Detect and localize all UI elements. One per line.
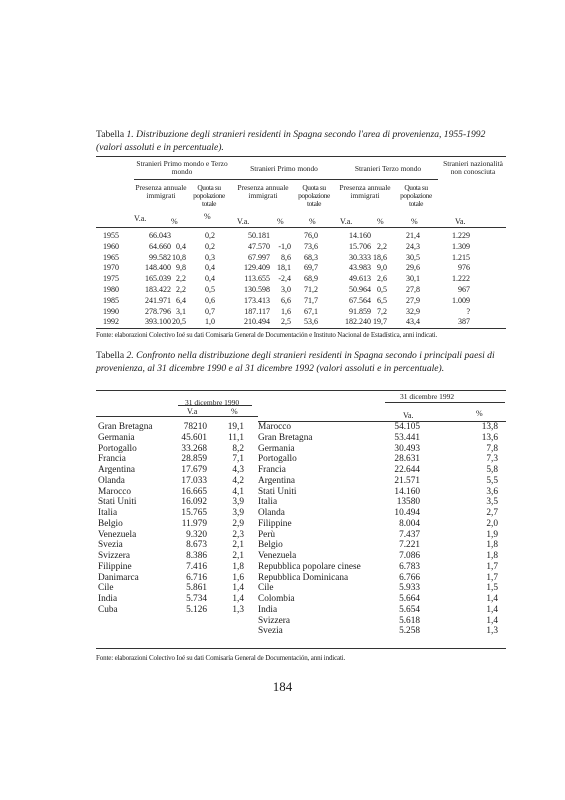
t2-left-value: 5.861: [186, 583, 207, 594]
t2-right-value: 6.766: [399, 572, 420, 583]
table1-caption-text: Distribuzione degli stranieri residenti in Spagna secondo l'area di provenienza, 1955-1992 (valori assoluti e in percentuale).: [96, 129, 486, 153]
t2-left-value: 28.859: [181, 454, 207, 465]
t2-left-percent: 2,9: [232, 518, 244, 529]
t2-right-percent: 3,6: [486, 486, 498, 497]
table2-source: Fonte: elaborazioni Colectivo Ioé su dati Comisaría General de Documentación, anni indicati.: [96, 654, 346, 662]
t1-unit-7: V.a.: [340, 217, 353, 226]
t1-row-cell: 30.333: [349, 252, 371, 262]
t1-group-header-primo: Stranieri Primo mondo: [250, 164, 318, 173]
t2-left-unit-pct: %: [231, 407, 238, 416]
t2-right-percent: 1,4: [486, 615, 498, 626]
t2-right-country: Venezuela: [258, 551, 297, 561]
table1-top-rule: [96, 156, 506, 157]
table1-group-rule: [134, 179, 438, 180]
table1-caption-label: Tabella: [96, 129, 127, 140]
t2-left-value: 8.386: [186, 551, 207, 561]
t2-right-percent: 1,7: [486, 561, 498, 572]
t1-row-cell: 18,6: [373, 252, 387, 262]
t1-row-cell: 0,2: [205, 241, 215, 251]
t1-unit-6: %: [309, 217, 316, 226]
t1-row-cell: 182.240: [345, 317, 371, 327]
t1-row-cell: 0,4: [176, 241, 186, 251]
t2-left-percent: 11,1: [228, 432, 244, 443]
t1-row-cell: 0,4: [205, 263, 215, 273]
t1-row-cell: 8,6: [281, 252, 291, 262]
t1-row-cell: 0,5: [377, 285, 387, 294]
t1-row-cell: 68,9: [304, 274, 318, 284]
t2-right-percent: 1,4: [486, 604, 498, 615]
t1-row-year: 1955: [103, 231, 119, 240]
t2-left-country: Cuba: [98, 604, 118, 615]
t2-left-percent: 19,1: [227, 422, 244, 432]
t1-row-cell: 50.964: [349, 285, 371, 294]
t2-left-header-rule: [96, 416, 258, 417]
t1-row-cell: 43,4: [406, 317, 420, 327]
t2-right-value: 22.644: [394, 465, 420, 475]
t1-row-year: 1985: [103, 295, 119, 305]
t2-right-country: Svezia: [258, 626, 283, 637]
t1-row-cell: 967: [458, 285, 470, 294]
t2-left-value: 17.679: [181, 465, 207, 475]
t1-row-cell: 165.039: [145, 274, 171, 284]
t2-right-value: 7.086: [399, 551, 420, 561]
t1-row-cell: 18,1: [277, 263, 291, 273]
t2-left-value: 78210: [183, 422, 207, 432]
t2-right-value: 5.618: [399, 615, 420, 626]
t1-row-cell: 47.570: [248, 241, 270, 251]
t2-left-value: 15.765: [181, 508, 207, 518]
t2-right-country: Belgio: [258, 540, 283, 551]
t1-row-cell: 1.309: [452, 241, 470, 251]
t2-left-country: Stati Uniti: [98, 497, 137, 508]
table2-bottom-rule: [96, 648, 506, 649]
t1-row-cell: 21,4: [406, 231, 420, 240]
t2-left-percent: 4,2: [232, 475, 244, 486]
t2-left-percent: 1,6: [232, 572, 244, 583]
t1-row-cell: 210.494: [244, 317, 270, 327]
t2-left-country: Danimarca: [98, 572, 139, 583]
t1-row-cell: 1,6: [281, 306, 291, 316]
t2-left-country: Venezuela: [98, 529, 137, 540]
t1-row-cell: 64.660: [149, 241, 171, 251]
t2-right-value: 28.631: [394, 454, 420, 465]
t2-right-percent: 1,9: [486, 529, 498, 540]
t2-right-country: Repubblica Dominicana: [258, 572, 349, 583]
t2-right-value: 6.783: [399, 561, 420, 572]
t2-right-unit-pct: %: [476, 409, 483, 418]
t1-row-year: 1965: [103, 252, 119, 262]
t2-left-unit-va: V.a: [187, 407, 198, 416]
t1-row-cell: 173.413: [244, 295, 270, 305]
t1-row-cell: 0,2: [205, 231, 215, 240]
t2-left-percent: 3,9: [232, 497, 244, 508]
t2-left-country: Belgio: [98, 518, 123, 529]
t2-right-percent: 13,8: [481, 422, 498, 432]
t2-right-percent: 1,7: [486, 572, 498, 583]
t2-left-value: 6.716: [186, 572, 207, 583]
t1-row-cell: 393.100: [145, 317, 171, 327]
t1-row-cell: 183.422: [145, 285, 171, 294]
t2-right-percent: 5,5: [486, 475, 498, 486]
t1-row-year: 1980: [103, 285, 119, 294]
t1-row-cell: 130.598: [244, 285, 270, 294]
t2-right-percent: 1,4: [486, 594, 498, 604]
t1-row-cell: 91.859: [349, 306, 371, 316]
t2-left-country: Italia: [98, 508, 118, 518]
t2-left-percent: 4,1: [232, 486, 244, 497]
t2-right-country: Italia: [258, 497, 278, 508]
table2-caption-number: 2.: [126, 350, 134, 361]
t2-left-percent: 2,1: [232, 551, 244, 561]
t1-row-cell: -2,4: [278, 274, 291, 284]
t2-right-percent: 2,0: [486, 518, 498, 529]
t1-row-cell: 10,8: [172, 252, 186, 262]
t1-row-cell: 7,2: [377, 306, 387, 316]
table2-caption-text: Confronto nella distribuzione degli stranieri residenti in Spagna secondo i principali paesi di provenienza, al 31 dicembre 1990 e al 31 dicembre 1992 (valori assoluti e in percentuale).: [96, 350, 495, 374]
t1-row-cell: 9,0: [377, 263, 387, 273]
t2-right-percent: 13,6: [481, 432, 498, 443]
t1-row-year: 1960: [103, 241, 119, 251]
t1-row-cell: 2,2: [176, 274, 186, 284]
t2-left-country: Svezia: [98, 540, 123, 551]
t1-sub-header-6: Quota su popolazione totale: [400, 183, 432, 209]
t2-right-percent: 2,7: [486, 508, 498, 518]
t2-right-value: 5.664: [399, 594, 420, 604]
t1-row-cell: 0,6: [205, 295, 215, 305]
t1-row-cell: 1.229: [452, 231, 470, 240]
t1-row-cell: 71,7: [304, 295, 318, 305]
t2-right-country: Colombia: [258, 594, 295, 604]
t2-left-country: Portogallo: [98, 443, 137, 454]
t1-row-cell: 14.160: [349, 231, 371, 240]
t2-left-value: 9.320: [186, 529, 207, 540]
t2-right-country: Perù: [258, 529, 276, 540]
t2-left-value: 7.416: [186, 561, 207, 572]
t2-right-country: Argentina: [258, 475, 296, 486]
t2-left-country: Germania: [98, 432, 135, 443]
t1-row-cell: 49.613: [349, 274, 371, 284]
t1-group-header-terzo: Stranieri Terzo mondo: [354, 164, 422, 173]
table2-caption-label: Tabella: [96, 350, 127, 361]
t2-right-value: 10.494: [394, 508, 420, 518]
t1-row-cell: 32,9: [406, 306, 420, 316]
t1-row-cell: 69,7: [304, 263, 318, 273]
t1-row-cell: 148.400: [145, 263, 171, 273]
t2-right-group-rule: [385, 402, 505, 403]
t1-sub-header-2: Quota su popolazione totale: [193, 183, 225, 209]
t2-left-percent: 4,3: [232, 465, 244, 475]
t2-right-country: Germania: [258, 443, 295, 454]
t1-row-year: 1990: [103, 306, 119, 316]
table2-top-rule: [96, 390, 506, 391]
t1-row-cell: 67,1: [304, 306, 318, 316]
t1-row-cell: 0,3: [205, 252, 215, 262]
t2-left-country: Argentina: [98, 465, 136, 475]
t2-right-country: Svizzera: [258, 615, 291, 626]
t2-right-percent: 1,5: [486, 583, 498, 594]
t2-left-country: Cile: [98, 583, 114, 594]
t1-row-cell: 1.009: [452, 295, 470, 305]
t2-left-percent: 1,4: [232, 594, 244, 604]
t1-row-cell: 113.655: [244, 274, 270, 284]
t2-left-group-rule: [178, 405, 252, 406]
table2-caption: [96, 350, 506, 375]
t1-row-cell: 2,6: [377, 274, 387, 284]
t1-row-cell: 6,5: [377, 295, 387, 305]
t2-right-country: Cile: [258, 583, 274, 594]
t2-left-percent: 3,9: [232, 508, 244, 518]
t1-row-cell: 3,0: [281, 285, 291, 294]
t2-left-country: Filippine: [98, 561, 132, 572]
t1-row-cell: 15.706: [349, 241, 371, 251]
t1-row-cell: 43.983: [349, 263, 371, 273]
t2-left-country: Marocco: [98, 486, 132, 497]
t2-right-value: 54.105: [394, 422, 420, 432]
t1-row-cell: 73,6: [304, 241, 318, 251]
t1-row-cell: 76,0: [304, 231, 318, 240]
t2-left-country: India: [98, 594, 118, 604]
t1-row-cell: 387: [458, 317, 470, 327]
t2-left-value: 11.979: [181, 518, 207, 529]
t1-group-header-all: Stranieri Primo mondo e Terzo mondo: [136, 159, 228, 177]
t2-left-percent: 8,2: [232, 443, 244, 454]
t2-left-country: Olanda: [98, 475, 125, 486]
t1-row-cell: 2,2: [377, 241, 387, 251]
t1-row-cell: 976: [458, 263, 470, 273]
t1-row-cell: 0,5: [205, 285, 215, 294]
page-number: 184: [272, 679, 293, 694]
t1-row-cell: 2,2: [176, 285, 186, 294]
t2-right-value: 5.258: [399, 626, 420, 637]
t1-row-cell: 71,2: [304, 285, 318, 294]
t1-row-cell: 129.409: [244, 263, 270, 273]
t1-sub-header-5: Presenza annuale immigrati: [339, 183, 391, 201]
t1-row-cell: 66.043: [149, 231, 171, 240]
t2-right-percent: 7,3: [486, 454, 498, 465]
t2-right-percent: 7,8: [486, 443, 498, 454]
t2-right-value: 30.493: [394, 443, 420, 454]
t2-right-country: Marocco: [258, 422, 292, 432]
t1-unit-9: %: [411, 217, 418, 226]
t2-left-value: 8.673: [186, 540, 207, 551]
t1-unit-4: V.a.: [237, 217, 250, 226]
t2-right-value: 7.221: [399, 540, 420, 551]
t2-right-value: 13580: [396, 497, 420, 508]
t2-right-percent: 1,8: [486, 551, 498, 561]
t1-row-cell: 6,6: [281, 295, 291, 305]
t1-unit-10: Va.: [455, 217, 466, 226]
t2-right-percent: 1,8: [486, 540, 498, 551]
t2-right-unit-va: Va.: [403, 411, 414, 420]
t2-right-country: Stati Uniti: [258, 486, 297, 497]
t1-unit-5: %: [277, 217, 284, 226]
t2-left-value: 33.268: [181, 443, 207, 454]
t2-left-percent: 2,1: [232, 540, 244, 551]
t1-row-cell: 67.564: [349, 295, 371, 305]
t2-left-value: 5.734: [186, 594, 207, 604]
t1-row-cell: 24,3: [406, 241, 420, 251]
t1-row-cell: 53,6: [304, 317, 318, 327]
t2-right-value: 8.004: [399, 518, 420, 529]
t1-sub-header-3: Presenza annuale immigrati: [237, 183, 289, 201]
t2-left-value: 5.126: [186, 604, 207, 615]
t1-unit-2: %: [171, 217, 178, 226]
t1-row-cell: 30,1: [406, 274, 420, 284]
t2-right-value: 5.654: [399, 604, 420, 615]
t2-right-value: 14.160: [394, 486, 420, 497]
t1-row-cell: 68,3: [304, 252, 318, 262]
t2-left-value: 16.092: [181, 497, 207, 508]
t2-right-country: Gran Bretagna: [258, 432, 313, 443]
t1-unit-1: V.a.: [134, 214, 147, 223]
t2-left-percent: 1,3: [232, 604, 244, 615]
t1-unit-8: %: [377, 217, 384, 226]
t2-left-value: 16.665: [181, 486, 207, 497]
t1-row-cell: 9,8: [176, 263, 186, 273]
t2-right-value: 7.437: [399, 529, 420, 540]
t2-left-value: 17.033: [181, 475, 207, 486]
t1-row-cell: 27,9: [406, 295, 420, 305]
t1-row-cell: 6,4: [176, 295, 186, 305]
t1-row-cell: 0,7: [205, 306, 215, 316]
t2-right-value: 5.933: [399, 583, 420, 594]
t1-row-cell: 27,8: [406, 285, 420, 294]
t2-left-country: Francia: [98, 454, 126, 465]
t2-left-country: Svizzera: [98, 551, 131, 561]
t2-right-percent: 1,3: [486, 626, 498, 637]
t1-row-cell: 1,0: [205, 317, 215, 327]
t2-right-value: 53.441: [394, 432, 420, 443]
t1-row-cell: 2,5: [281, 317, 291, 327]
t2-right-country: Olanda: [258, 508, 285, 518]
table1-caption-number: 1.: [126, 129, 134, 140]
t1-row-cell: 29,6: [406, 263, 420, 273]
t1-row-year: 1975: [103, 274, 119, 284]
t2-right-header: 31 dicembre 1992: [400, 392, 455, 401]
t2-right-country: Repubblica popolare cinese: [258, 561, 361, 572]
t1-group-header-unknown: Stranieri nazionalità non conosciuta: [443, 159, 503, 177]
t2-right-percent: 3,5: [486, 497, 498, 508]
t1-row-cell: -1,0: [278, 241, 291, 251]
t2-right-country: Filippine: [258, 518, 292, 529]
t1-row-cell: 99.582: [149, 252, 171, 262]
t1-row-year: 1992: [103, 317, 119, 327]
t2-right-country: Portogallo: [258, 454, 297, 465]
t2-left-value: 45.601: [181, 432, 207, 443]
t2-right-value: 21.571: [394, 475, 420, 486]
t1-sub-header-1: Presenza annuale immigrati: [135, 183, 187, 201]
t1-row-cell: 20,5: [172, 317, 186, 327]
t1-row-cell: 30,5: [406, 252, 420, 262]
t2-left-header: 31 dicembre 1990: [185, 398, 240, 407]
t2-right-percent: 5,8: [486, 465, 498, 475]
t1-row-cell: 50.181: [248, 231, 270, 240]
t1-row-cell: 19,7: [373, 317, 387, 327]
t1-row-cell: ?: [466, 306, 470, 316]
t1-row-cell: 241.971: [145, 295, 171, 305]
table1-bottom-rule: [96, 328, 506, 329]
t1-row-cell: 1.215: [452, 252, 470, 262]
t2-left-percent: 1,4: [232, 583, 244, 594]
t1-row-cell: 187.117: [244, 306, 270, 316]
t1-sub-header-4: Quota su popolazione totale: [298, 183, 330, 209]
t1-row-cell: 278.796: [145, 306, 171, 316]
table1-source: Fonte: elaborazioni Colectivo Ioé su dati Comisaría General de Documentación e Instituto Nacional de Estadística, anni indicati.: [96, 331, 438, 339]
t2-right-country: Francia: [258, 465, 286, 475]
t2-right-country: India: [258, 604, 278, 615]
t1-row-cell: 1.222: [452, 274, 470, 284]
t2-left-percent: 7,1: [232, 454, 244, 465]
table1-caption: [96, 129, 506, 154]
t1-row-cell: 3,1: [176, 306, 186, 316]
t1-row-cell: 67.997: [248, 252, 270, 262]
t1-row-cell: 0,4: [205, 274, 215, 284]
t2-left-percent: 1,8: [232, 561, 244, 572]
t2-left-percent: 2,3: [232, 529, 244, 540]
table1-header-rule: [96, 227, 506, 228]
t1-row-year: 1970: [103, 263, 119, 273]
t2-left-country: Gran Bretagna: [98, 422, 153, 432]
t1-unit-3: %: [204, 212, 211, 221]
